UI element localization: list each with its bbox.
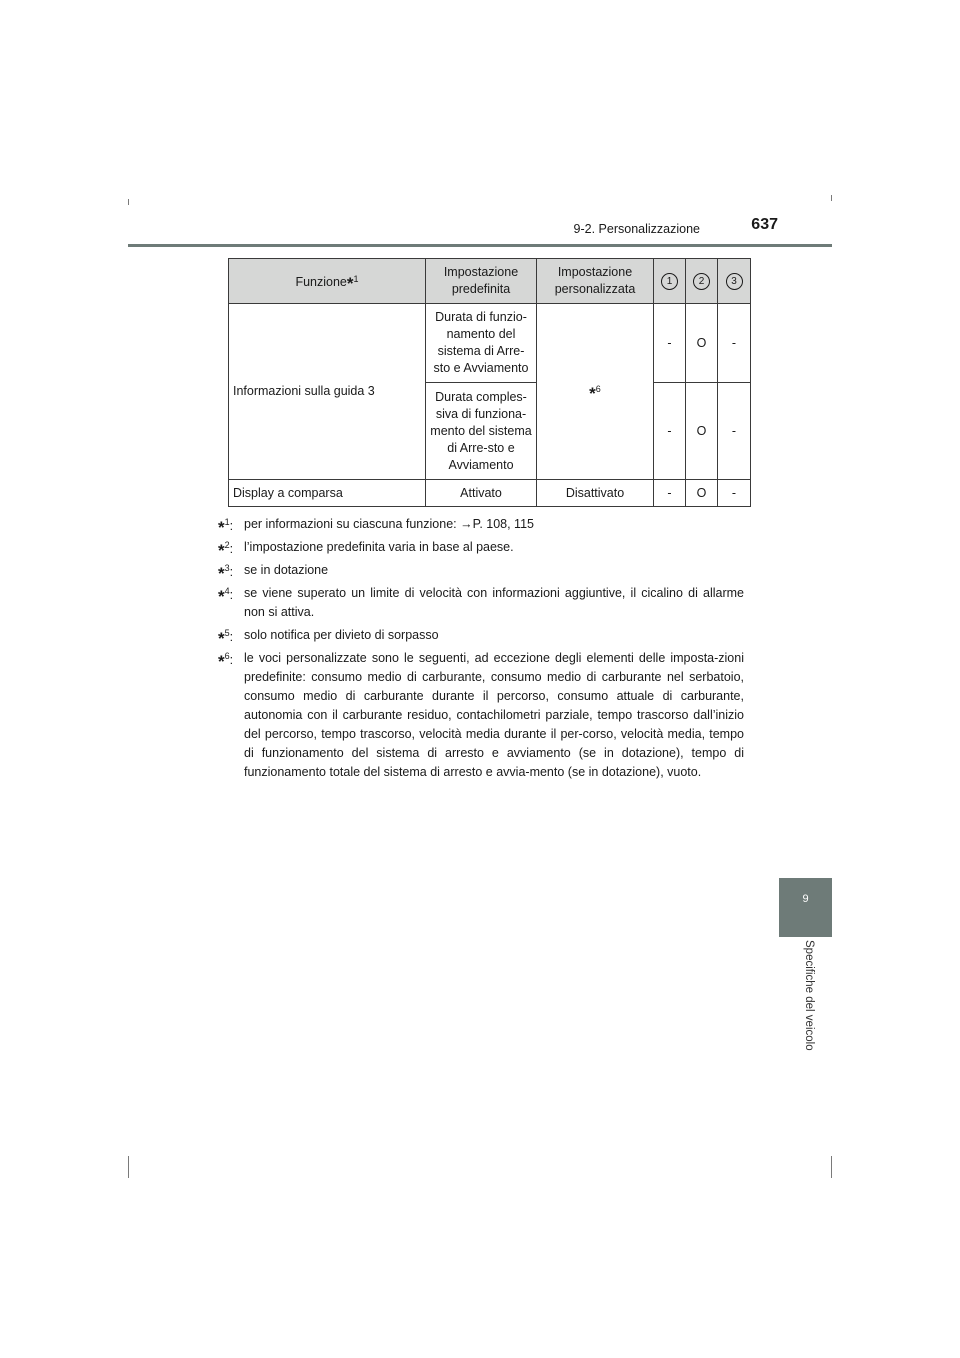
footnote-text: le voci personalizzate sono le seguenti, ad eccezione degli elementi delle imposta-zioni predefinite: consumo medio di carburante, consumo medio di carburante nel serbatoio, consumo medio di carburante durante il percorso, consumo attuale di carburante, autonomia con il carburante residuo, contachilometri parziale, tempo trascorso dall’inizio del percorso, tempo trascorso, velocità media durante il per-corso, velocità media, tempo di funzionamento del sistema di arresto e avviamento (se in dotazione), tempo di funzionamento totale del sistema di arresto e avvia-mento (se in dotazione), vuoto. — [244, 651, 744, 779]
footnote-text: solo notifica per divieto di sorpasso — [244, 628, 439, 642]
row-custom-ref: 6 — [595, 384, 601, 394]
section-title: 9-2. Personalizzazione — [573, 222, 700, 236]
page-number: 637 — [751, 216, 778, 233]
footnote-marker: *$^6$: — [218, 651, 234, 671]
footnote-marker: *$^2$: — [218, 540, 234, 560]
footnote — [218, 538, 744, 560]
header-col3 — [718, 259, 751, 304]
table-row — [229, 480, 751, 507]
row-col3: - — [718, 304, 751, 383]
header-function — [229, 259, 426, 304]
row-col3: - — [718, 383, 751, 480]
circled-1-icon: 1 — [661, 273, 678, 290]
footnote — [218, 649, 744, 782]
footnote-marker: *$^5$: — [218, 628, 234, 648]
footnote-marker: *$^3$: — [218, 563, 234, 583]
footnote-marker: *$^4$: — [218, 586, 234, 606]
footnote-star-icon: * — [218, 629, 225, 648]
crop-mark-top-left — [128, 199, 129, 205]
footnote-star-icon: * — [218, 587, 225, 606]
footnote-star-icon: * — [346, 273, 354, 293]
footnote — [218, 561, 744, 583]
table-header-row — [229, 259, 751, 304]
row-function: Informazioni sulla guida 3 — [229, 304, 426, 480]
footnotes — [218, 515, 744, 786]
header-col2 — [686, 259, 718, 304]
row-function: Display a comparsa — [229, 480, 426, 507]
footnote-number: 6 — [224, 651, 230, 661]
customization-table — [228, 258, 751, 507]
footnote — [218, 626, 744, 648]
row-default: Attivato — [426, 480, 537, 507]
footnote-number: 5 — [224, 628, 230, 638]
circled-3-icon: 3 — [726, 273, 743, 290]
crop-mark-bottom-left — [128, 1156, 129, 1178]
footnote-text: se in dotazione — [244, 563, 329, 577]
footnote-star-icon: * — [218, 541, 225, 560]
footnote-star-icon: * — [218, 564, 225, 583]
row-custom — [537, 304, 654, 480]
header-col1 — [654, 259, 686, 304]
row-col2: O — [686, 304, 718, 383]
footnote — [218, 515, 744, 537]
chapter-tab[interactable] — [779, 878, 832, 937]
footnote-number: 3 — [224, 563, 230, 573]
footnote-number: 2 — [224, 540, 230, 550]
table-row — [229, 304, 751, 383]
footnote-text: se viene superato un limite di velocità con informazioni aggiuntive, il cicalino di allarme non si attiva. — [244, 586, 744, 619]
footnote-number: 4 — [224, 586, 230, 596]
header-rule — [128, 244, 832, 247]
row-col2: O — [686, 383, 718, 480]
row-custom: Disattivato — [537, 480, 654, 507]
footnote-star-icon: * — [589, 384, 596, 403]
row-default: Durata di funzio-namento del sistema di Arre-sto e Avviamento — [426, 304, 537, 383]
footnote-marker: *$^1$: — [218, 517, 234, 537]
row-col1: - — [654, 383, 686, 480]
header-custom: Impostazione personalizzata — [537, 259, 654, 304]
circled-2-icon: 2 — [693, 273, 710, 290]
crop-mark-top-right — [831, 195, 832, 201]
crop-mark-bottom-right — [831, 1156, 832, 1178]
header-function-label: Funzione — [295, 274, 347, 289]
footnote-text: l’impostazione predefinita varia in base al paese. — [244, 540, 514, 554]
footnote-number: 1 — [224, 517, 230, 527]
footnote-star-icon: * — [218, 518, 225, 537]
footnote — [218, 584, 744, 622]
row-col1: - — [654, 480, 686, 507]
row-col1: - — [654, 304, 686, 383]
row-col3: - — [718, 480, 751, 507]
footnote-text: per informazioni su ciascuna funzione: →P. 108, 115 — [244, 517, 534, 531]
header-default: Impostazione predefinita — [426, 259, 537, 304]
chapter-label: Specifiche del veicolo — [803, 940, 815, 1051]
row-default: Durata comples-siva di funziona-mento del sistema di Arre-sto e Avviamento — [426, 383, 537, 480]
header-function-ref: 1 — [353, 273, 359, 284]
footnote-star-icon: * — [218, 652, 225, 671]
chapter-number: 9 — [802, 893, 809, 905]
row-col2: O — [686, 480, 718, 507]
